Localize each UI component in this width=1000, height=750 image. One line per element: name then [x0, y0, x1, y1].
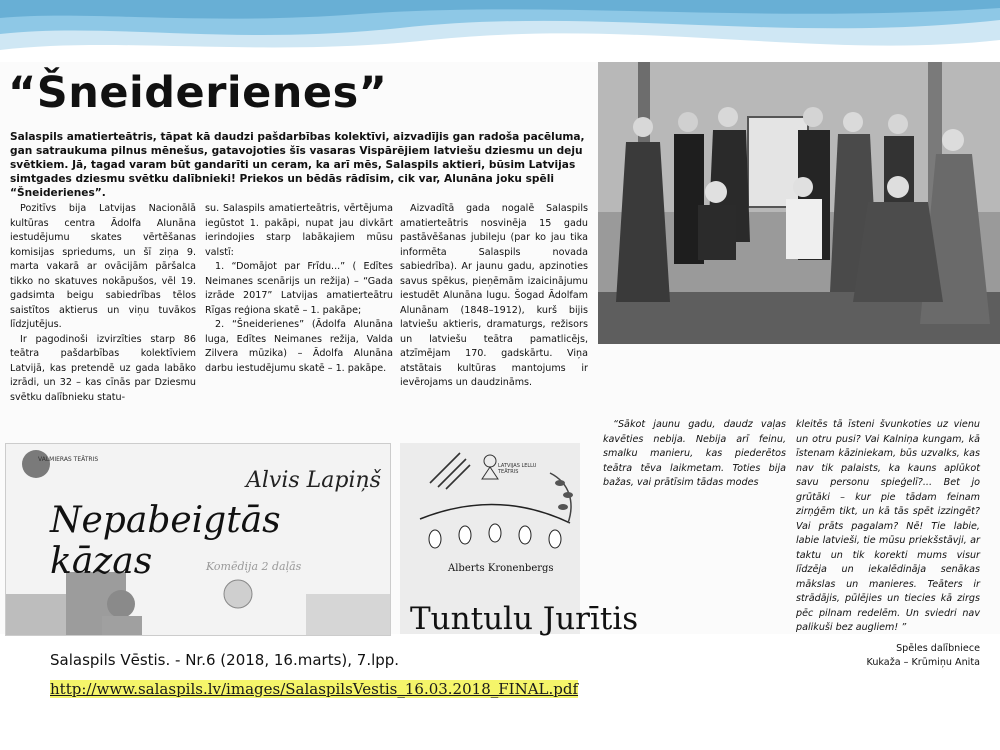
poster-theatre-name: VALMIERAS TEĀTRIS: [38, 456, 99, 463]
poster-title: Nepabeigtās kāzas: [50, 500, 281, 582]
paragraph: Ir pagodinoši izvirzīties starp 86 teātra pašdarbības kolektīviem Latvijā, kas pretendē uz gada labāko izrādi, un 32 – kas cīnās par Dziesmu svētku dalībnieku statu-: [10, 333, 196, 403]
signature-role: Spēles dalībniece: [896, 642, 980, 654]
source-link[interactable]: http://www.salaspils.lv/images/SalaspilsVestis_16.03.2018_FINAL.pdf: [50, 680, 579, 698]
paragraph: Aizvadītā gada nogalē Salaspils amatierteātris nosvinēja 15 gadu pastāvēšanas jubileju (par ko jau tika informēta Salaspils novada sabiedrība). Ar jaunu gadu, apzinoties savus spēkus, pieņēmām izaicinājumu iestudēt Alunāna lugu. Šogad Ādolfam Alunānam (1848–1912), kurš bijis latviešu aktieris, dramaturgs, režisors un latviešu teātra pamatlicējs, atzīmējam 170. gadskārtu. Viņa atstātais kultūras mantojums ir ievērojams un daudzināms.: [400, 203, 588, 388]
poster-tuntulu-juritis: [400, 443, 639, 637]
article-column-5: [796, 418, 980, 670]
signature: [796, 642, 980, 670]
poster-nepabeigtas-kazas: [5, 443, 391, 636]
paragraph: 2. “Šneiderienes” (Ādolfa Alunāna luga, Edītes Neimanes režija, Valda Zilvera mūzika) – Ādolfa Alunāna darbu iestudējumu skatē – 1. pakāpe.: [205, 319, 393, 374]
quote-paragraph: “Sākot jaunu gadu, daudz vaļas kavēties nebija. Nebija arī feinu, smalku manieru, kas piederētos teātra tēva laikmetam. Toties bija bažas, vai prātīsim tādas modes: [603, 419, 786, 488]
poster-author: Alberts Kronenbergs: [448, 563, 554, 574]
poster-logo: LATVIJAS LELLU TEĀTRIS: [498, 463, 537, 475]
article-column-3: [400, 202, 588, 391]
source-citation: Salaspils Vēstis. - Nr.6 (2018, 16.marts), 7.lpp.: [50, 651, 400, 669]
paragraph: 1. “Domājot par Frīdu...” ( Edītes Neimanes scenārijs un režija) – “Gada izrāde 2017” Latvijas amatierteātru Rīgas reģiona skatē – 1. pakāpe;: [205, 261, 393, 316]
poster-author: Alvis Lapiņš: [246, 468, 381, 493]
signature-name: Kukaža – Krūmiņu Anita: [866, 656, 980, 668]
quote-paragraph: kleitēs tā īsteni švunkoties uz vienu un otru pusi? Vai Kalniņa kungam, kā īstenam kāziniekam, būs uzvalks, kas nav tik palaists, ka kauns aplūkot savu personu spieģelī?... Bet jo grūtāki – kur pie tādam feinam zirņģēm tikt, un kā tās spēt izzingēt? Vai prāts pagalam? Nē! Tie labie, labie latvieši, tie mūsu priekšstāvji, ar taktu un tik korekti mums visur līdzēja un iekalēdināja senākas mākslas un manieres. Teāters ir strādājis, pūlējies un tiecies kā zirgs pēc pilnam redelēm. Un sviedri nav palikuši bez augliem! ”: [796, 419, 980, 633]
poster-subtitle: Komēdija 2 daļās: [206, 560, 302, 573]
poster-title: Tuntulu Jurītis: [410, 601, 639, 637]
paragraph: su. Salaspils amatierteātris, vērtējuma iegūstot 1. pakāpi, nupat jau divkārt ierindojies starp labākajiem mūsu valstī:: [205, 203, 393, 258]
article-column-2: [205, 202, 393, 376]
article-column-4: [603, 418, 786, 491]
group-photo: [598, 62, 1000, 344]
article-lead: Salaspils amatierteātris, tāpat kā daudzi pašdarbības kolektīvi, aizvadījis gan radoša pacēluma, gan satraukuma pilnus mēnešus, gatavojoties šīs vasaras Vispārējiem latviešu dziesmu un deju svētkiem. Jā, tagad varam būt gandarīti un ceram, ka arī mēs, Salaspils aktieri, būsim Latvijas simtgades dziesmu svētku dalībnieki! Priekos un bēdās rādīsim, cik var, Alunāna joku spēli “Šneiderienes”.: [10, 131, 585, 199]
article-column-1: [10, 202, 196, 405]
article-headline: “Šneiderienes”: [8, 68, 388, 118]
paragraph: Pozitīvs bija Latvijas Nacionālā kultūras centra Ādolfa Alunāna iestudējumu skates vērtēšanas komisijas spriedums, un šī ziņa 9. marta vakarā ar ovācijām pāršalca tikko no skatuves nokāpušos, vēl 19. gadsimta beigu sabiedrības tēlos saistītos aktierus un viņu tuvākos līdzjutējus.: [10, 203, 196, 330]
